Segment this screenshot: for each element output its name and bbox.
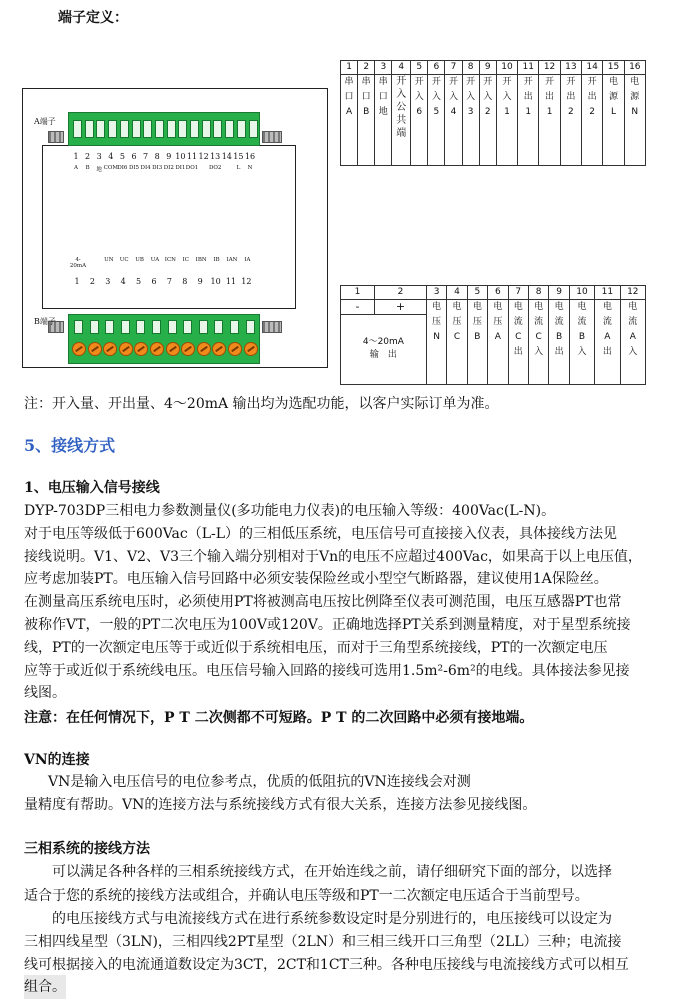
- a-right-clip: [262, 131, 282, 143]
- table-b-label-cell: [447, 300, 467, 385]
- table-a-label-char: B: [363, 107, 370, 117]
- terminal-definition-title: 端子定义：: [58, 10, 128, 26]
- table-b-label-char: 压: [432, 317, 442, 327]
- table-b-number-cell: 9: [549, 286, 569, 300]
- table-b-label-char: 入: [534, 347, 544, 357]
- a-terminal-slot: [167, 120, 176, 138]
- pin-number: 5: [119, 152, 125, 161]
- table-a-number-cell: 2: [358, 61, 375, 75]
- table-b-label-cell: [528, 300, 548, 385]
- pin-number: 11: [186, 152, 198, 161]
- table-a-label-char: 入: [431, 92, 441, 102]
- voltage-input-line: 应考虑加装PT。电压输入信号回路中必须安装保险丝或小型空气断路器，建议使用1A保险丝。: [24, 571, 608, 588]
- table-b-label-char: B: [578, 332, 586, 342]
- table-a-label-char: 出: [566, 92, 576, 102]
- voltage-input-line: DYP-703DP三相电力参数测量仪(多功能电力仪表)的电压输入等级：400Vac(L-N)。: [24, 503, 556, 519]
- table-a-number-cell: 11: [518, 61, 539, 75]
- table-b-number-cell: 2: [375, 286, 427, 300]
- b-terminal-slot: [136, 320, 145, 334]
- pin-number: 3: [96, 152, 102, 161]
- pin-label: COM: [103, 165, 118, 171]
- table-a-label-char: 4: [450, 107, 457, 117]
- table-b-label-char: 电: [452, 302, 462, 312]
- table-a-label-char: 地: [378, 107, 388, 117]
- pin-number: 1: [74, 277, 80, 286]
- pin-label: 4-20mA: [69, 257, 87, 269]
- table-a-label-char: A: [345, 107, 353, 117]
- table-a-label-char: 1: [504, 107, 510, 117]
- table-b-label-char: C: [535, 332, 542, 342]
- table-b-label-char: 电: [554, 302, 564, 312]
- table-a-label-char: 口: [361, 92, 371, 102]
- table-a-label-char: 串: [344, 77, 354, 87]
- table-b-label-char: A: [629, 332, 636, 342]
- table-b-label-char: 流: [628, 317, 638, 327]
- table-a-label-cell: [603, 75, 624, 166]
- table-a-label-char: 入: [414, 92, 424, 102]
- b-terminal-slot: [183, 320, 192, 334]
- table-b-label-char: 出: [513, 347, 523, 357]
- pin-number: 8: [182, 277, 188, 286]
- options-note: 注：开入量、开出量、4～20mA 输出均为选配功能，以客户实际订单为准。: [24, 396, 499, 412]
- table-a-label-char: 入: [448, 92, 458, 102]
- section-title: 5、接线方式: [24, 436, 116, 455]
- table-a-label-char: 2: [589, 107, 596, 117]
- table-a-number-cell: 9: [479, 61, 496, 75]
- analog-output-label: 输 出: [369, 350, 397, 361]
- a-terminal-slot: [108, 120, 117, 138]
- table-b-label-cell: [549, 300, 569, 385]
- voltage-input-line: 接线说明。V1、V2、V3三个输入端分别相对于Vn的电压不应超过400Vac，如果高于以上电压值，: [24, 548, 642, 565]
- table-a-label-char: 1: [525, 107, 532, 117]
- pin-number: 4: [120, 277, 126, 286]
- a-terminal-slot: [190, 120, 199, 138]
- table-a-label-cell: [560, 75, 581, 166]
- pin-number: 2: [89, 277, 95, 286]
- pin-number: 16: [244, 152, 256, 161]
- terminal-screw: [88, 342, 102, 356]
- table-a-number-cell: 5: [411, 61, 428, 75]
- table-b-label-char: 压: [452, 317, 462, 327]
- table-a-label-char: 开: [502, 77, 512, 87]
- table-a-number-cell: 15: [603, 61, 624, 75]
- table-b-label-char: 出: [554, 347, 564, 357]
- three-phase-line-2: 适合于您的系统的接线方法或组合，并确认电压等级和PT一二次额定电压适合于当前型号。: [24, 888, 589, 904]
- table-b-label-char: 压: [493, 317, 503, 327]
- pin-label: N: [247, 165, 253, 171]
- table-a-number-cell: 3: [375, 61, 392, 75]
- table-a-label-char: 电: [608, 77, 618, 87]
- pin-label: IB: [213, 257, 220, 263]
- table-b-number-cell: 6: [488, 286, 508, 300]
- table-b-label-char: 出: [602, 347, 612, 357]
- table-a-label-char: 串: [378, 77, 388, 87]
- pin-label: IC: [182, 257, 189, 263]
- terminal-screw: [72, 342, 86, 356]
- table-a-label-char: 共: [396, 115, 407, 126]
- table-a-label-char: 开: [431, 77, 441, 87]
- b-terminal-slot: [105, 320, 114, 334]
- a-terminal-slot: [225, 120, 234, 138]
- three-phase-line-6: 组合。: [24, 975, 66, 999]
- pin-number: 12: [241, 277, 252, 286]
- table-b-sign-cell: +: [375, 300, 427, 315]
- pin-label: 地: [96, 167, 102, 173]
- table-a-label-cell: [445, 75, 462, 166]
- table-b-number-cell: 10: [569, 286, 594, 300]
- a-terminal-slot: [202, 120, 211, 138]
- table-a-label-char: L: [610, 107, 616, 117]
- b-terminal-slot: [121, 320, 130, 334]
- table-a-label-char: 开: [414, 77, 424, 87]
- voltage-input-line: 被称作VT，一般的PT二次电压为100V或120V。正确地选择PT关系到测量精度，对于星型系统接: [24, 617, 631, 633]
- terminal-screw: [119, 342, 133, 356]
- b-terminal-slot: [199, 320, 208, 334]
- three-phase-line-4: 三相四线星型（3LN)，三相四线2PT星型（2LN）和三相三线开口三角型（2LL）三种；电流接: [24, 934, 622, 950]
- pin-number: 7: [143, 152, 149, 161]
- pin-number: 11: [225, 277, 237, 286]
- terminal-screw: [244, 342, 258, 356]
- voltage-input-title: 1、电压输入信号接线: [24, 480, 160, 496]
- pin-label: DI3: [152, 165, 163, 171]
- analog-output-label: 4～20mA: [362, 337, 404, 348]
- three-phase-line-1: 可以满足各种各样的三相系统接线方式，在开始连线之前，请仔细研究下面的部分，以选择: [52, 864, 612, 880]
- table-b-label-char: 流: [577, 317, 587, 327]
- table-b-label-cell: [426, 300, 446, 385]
- table-a-label-cell: [539, 75, 560, 166]
- table-a-label-char: N: [631, 107, 639, 117]
- voltage-input-line: 线图。: [24, 685, 66, 702]
- table-a-number-cell: 14: [582, 61, 603, 75]
- table-b-label-char: N: [433, 332, 440, 342]
- pin-number: 6: [151, 277, 157, 286]
- table-b-label-cell: [620, 300, 645, 385]
- terminal-screw: [150, 342, 164, 356]
- table-b-label-char: 流: [554, 317, 564, 327]
- a-terminal-slot: [120, 120, 129, 138]
- table-b-label-cell: [595, 300, 620, 385]
- pin-label: UB: [135, 257, 144, 263]
- pin-number: 7: [166, 277, 172, 286]
- table-b-label-cell: [569, 300, 594, 385]
- table-b-label-cell: [467, 300, 487, 385]
- pin-number: 9: [166, 152, 172, 161]
- table-a-label-cell: [341, 75, 358, 166]
- table-a-label-char: 开: [545, 77, 555, 87]
- pin-label: IA: [244, 257, 251, 263]
- vn-line-1: VN是输入电压信号的电位参考点，优质的低阻抗的VN连接线会对测: [48, 774, 471, 790]
- table-b-label-cell: [488, 300, 508, 385]
- pin-number: 13: [210, 152, 221, 161]
- a-terminal-slot: [155, 120, 164, 138]
- table-a-label-cell: [496, 75, 517, 166]
- pin-label: DI5: [128, 165, 140, 171]
- pin-label: UN: [104, 257, 114, 263]
- a-terminal-slot: [213, 120, 222, 138]
- table-a-label-cell: [624, 75, 645, 166]
- b-terminal-slot: [168, 320, 177, 334]
- terminal-a-definition-table: [340, 60, 646, 166]
- b-terminal-slot: [230, 320, 239, 334]
- three-phase-line-5: 线可根据接入的电流通道数设定为3CT，2CT和1CT三种。各种电压接线与电流接线方式可以相互: [24, 957, 629, 973]
- table-b-sign-cell: -: [341, 300, 375, 315]
- table-b-label-char: 电: [513, 302, 523, 312]
- table-b-label-char: 流: [534, 317, 544, 327]
- table-b-label-char: C: [515, 332, 522, 342]
- table-b-label-char: 电: [472, 302, 482, 312]
- a-terminal-slot: [237, 120, 246, 138]
- vn-title: VN的连接: [24, 752, 90, 768]
- pin-label: DI6: [117, 165, 128, 171]
- pin-label: DI4: [140, 165, 151, 171]
- pin-number: 5: [136, 277, 142, 286]
- table-a-label-char: 开: [483, 77, 493, 87]
- table-b-label-char: 电: [602, 302, 612, 312]
- pin-label: UC: [119, 257, 129, 263]
- table-b-label-char: 入: [628, 347, 638, 357]
- b-terminal-slot: [90, 320, 99, 334]
- table-b-label-char: 电: [577, 302, 587, 312]
- table-b-label-char: B: [474, 332, 481, 342]
- table-a-label-char: 1: [546, 107, 553, 117]
- table-b-label-char: 流: [602, 317, 612, 327]
- terminal-screw: [197, 342, 211, 356]
- table-a-label-char: 出: [587, 92, 597, 102]
- table-a-label-char: 口: [378, 92, 388, 102]
- a-terminal-slot: [143, 120, 152, 138]
- table-b-number-cell: 3: [426, 286, 446, 300]
- a-terminal-slot: [249, 120, 258, 138]
- pin-number: 6: [131, 152, 137, 161]
- table-b-number-cell: 11: [595, 286, 620, 300]
- table-b-number-cell: 7: [508, 286, 528, 300]
- table-a-label-cell: [582, 75, 603, 166]
- table-a-number-cell: 1: [341, 61, 358, 75]
- pin-label: A: [74, 165, 78, 171]
- voltage-input-line: 应等于或近似于系统线电压。电压信号输入回路的接线可选用1.5m²-6m²的电线。具体接法参见接: [24, 662, 630, 679]
- b-terminal-label: B端子: [34, 317, 56, 326]
- table-a-label-char: 源: [630, 92, 640, 102]
- table-a-label-char: 开: [448, 77, 458, 87]
- pin-number: 14: [221, 152, 232, 161]
- table-a-number-cell: 12: [539, 61, 560, 75]
- table-b-label-char: 入: [577, 347, 587, 357]
- table-b-label-char: 电: [534, 302, 544, 312]
- table-a-label-char: 开: [396, 76, 407, 87]
- table-a-label-char: 入: [502, 92, 512, 102]
- table-a-label-cell: [358, 75, 375, 166]
- voltage-input-line: 线，PT的一次额定电压等于或近似于系统相电压，而对于三角型系统接线，PT的一次额定电压: [24, 639, 608, 656]
- pin-label: B: [85, 165, 90, 171]
- pin-number: 1: [73, 152, 79, 161]
- pin-number: 8: [154, 152, 160, 161]
- b-terminal-slot: [246, 320, 255, 334]
- pin-number: 15: [233, 152, 244, 161]
- table-b-number-cell: 12: [620, 286, 645, 300]
- table-a-label-cell: [392, 75, 411, 166]
- b-terminal-slot: [214, 320, 223, 334]
- table-b-label-char: 流: [513, 317, 523, 327]
- pin-label: DI1: [175, 165, 186, 171]
- pin-number: 12: [198, 152, 209, 161]
- table-b-label-char: A: [604, 332, 611, 342]
- pin-number: 3: [105, 277, 111, 286]
- a-terminal-slot: [73, 120, 82, 138]
- table-a-label-cell: [518, 75, 539, 166]
- table-a-label-char: 公: [396, 102, 407, 113]
- table-a-label-char: 开: [566, 77, 576, 87]
- table-b-label-char: 压: [472, 317, 482, 327]
- table-a-label-char: 5: [433, 107, 440, 117]
- pin-label: DO2: [208, 165, 222, 171]
- pin-number: 10: [175, 152, 186, 161]
- pin-label: ICN: [164, 257, 176, 263]
- table-a-label-char: 6: [416, 107, 423, 117]
- voltage-input-line: 在测量高压系统电压时，必须使用PT将被测高电压按比例降至仪表可测范围，电压互感器PT也常: [24, 594, 622, 611]
- three-phase-line-3: 的电压接线方式与电流接线方式在进行系统参数设定时是分别进行的，电压接线可以设定为: [52, 911, 612, 927]
- b-terminal-slot: [152, 320, 161, 334]
- b-terminal-slot: [74, 320, 83, 334]
- table-a-label-char: 入: [396, 89, 407, 100]
- pin-label: DO1: [185, 165, 199, 171]
- table-a-label-char: 串: [361, 77, 371, 87]
- table-a-label-cell: [375, 75, 392, 166]
- terminal-b-definition-table: [340, 285, 646, 385]
- table-a-label-char: 开: [587, 77, 597, 87]
- table-a-label-char: 3: [467, 107, 474, 117]
- voltage-input-line: 对于电压等级低于600Vac（L-L）的三相低压系统，电压信号可直接接入仪表，具体接线方法见: [24, 525, 618, 542]
- table-b-number-cell: 1: [341, 286, 375, 300]
- a-terminal-slot: [96, 120, 105, 138]
- table-a-label-char: 出: [545, 92, 555, 102]
- pin-label: DI2: [163, 165, 174, 171]
- pt-warning: 注意：在任何情况下，P T 二次侧都不可短路。P T 的二次回路中必须有接地端。: [24, 710, 534, 726]
- table-a-number-cell: 6: [428, 61, 445, 75]
- table-a-number-cell: 8: [462, 61, 479, 75]
- table-a-number-cell: 16: [624, 61, 645, 75]
- vn-line-2: 量精度有帮助。VN的连接方法与系统接线方式有很大关系，连接方法参见接线图。: [24, 797, 537, 813]
- table-b-number-cell: 8: [528, 286, 548, 300]
- table-a-label-char: 入: [483, 92, 493, 102]
- table-b-label-char: 电: [493, 302, 503, 312]
- table-a-label-char: 开: [523, 77, 533, 87]
- pin-label: UA: [150, 257, 160, 263]
- table-a-label-char: 出: [523, 92, 533, 102]
- table-a-label-cell: [411, 75, 428, 166]
- terminal-screw: [228, 342, 242, 356]
- table-b-label-cell: [508, 300, 528, 385]
- table-b-label-char: C: [453, 332, 461, 342]
- table-a-number-cell: 4: [392, 61, 411, 75]
- a-left-clip: [48, 131, 64, 143]
- pin-number: 9: [197, 277, 203, 286]
- a-terminal-slot: [85, 120, 94, 138]
- b-right-clip: [262, 321, 282, 333]
- a-terminal-slot: [178, 120, 187, 138]
- table-a-number-cell: 7: [445, 61, 462, 75]
- table-a-label-char: 开: [466, 77, 476, 87]
- table-b-label-char: A: [494, 332, 501, 342]
- pin-label: IAN: [226, 257, 238, 263]
- pin-number: 10: [210, 277, 221, 286]
- table-a-label-char: 2: [567, 107, 574, 117]
- table-b-number-cell: 4: [447, 286, 467, 300]
- terminal-screw: [166, 342, 180, 356]
- table-a-label-char: 2: [484, 107, 491, 117]
- pin-number: 2: [85, 152, 91, 161]
- three-phase-title: 三相系统的接线方法: [24, 841, 150, 857]
- table-b-label-char: 电: [628, 302, 638, 312]
- table-a-number-cell: 13: [560, 61, 581, 75]
- a-terminal-slot: [132, 120, 141, 138]
- pin-label: IBN: [195, 257, 207, 263]
- table-a-label-char: 口: [344, 92, 354, 102]
- a-terminal-label: A端子: [34, 117, 56, 126]
- table-a-label-cell: [462, 75, 479, 166]
- table-a-number-cell: 10: [496, 61, 517, 75]
- table-a-label-char: 电: [630, 77, 640, 87]
- table-a-label-char: 源: [608, 92, 618, 102]
- table-a-label-cell: [428, 75, 445, 166]
- pin-label: L: [236, 165, 241, 171]
- table-a-label-cell: [479, 75, 496, 166]
- table-b-analog-output-cell: [341, 314, 427, 384]
- table-b-label-char: B: [555, 332, 563, 342]
- table-a-label-char: 端: [396, 128, 407, 139]
- table-b-label-char: 电: [432, 302, 442, 312]
- table-b-number-cell: 5: [467, 286, 487, 300]
- pin-number: 4: [108, 152, 114, 161]
- table-a-label-char: 入: [466, 92, 476, 102]
